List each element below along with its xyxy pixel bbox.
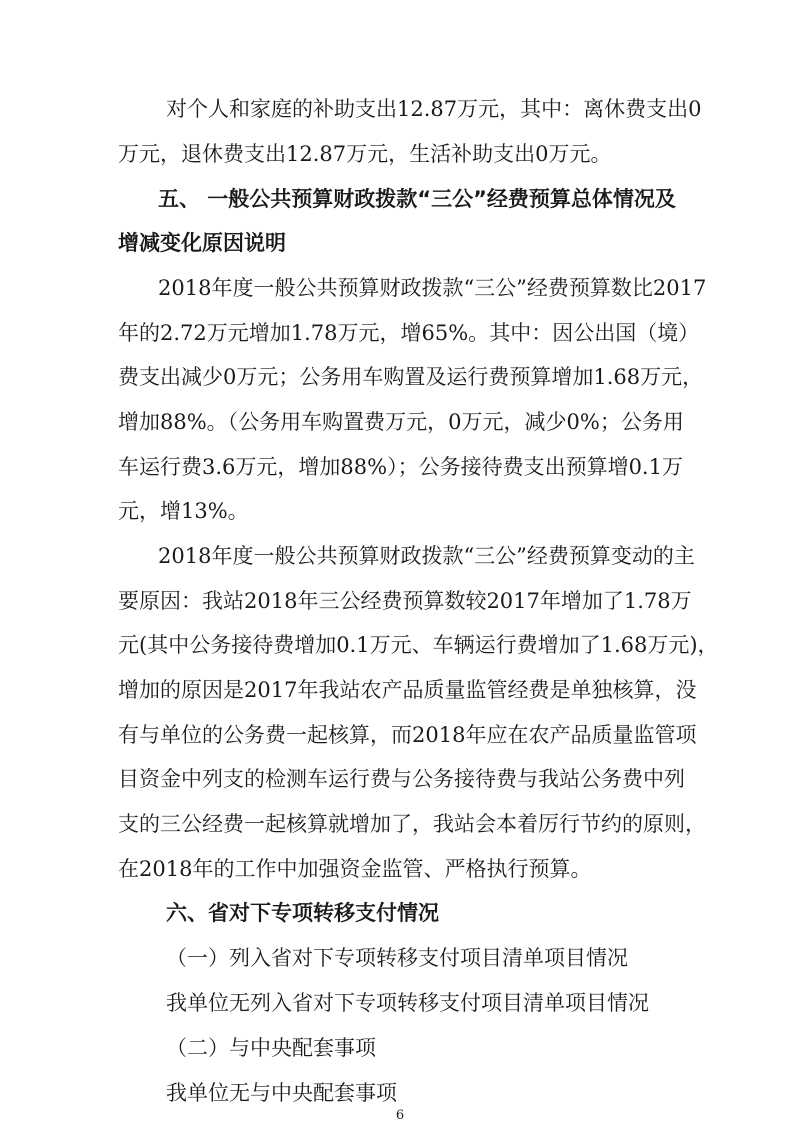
section-heading-6: 六、省对下专项转移支付情况: [166, 901, 439, 925]
text-line: 增加的原因是2017年我站农产品质量监管经费是单独核算，没: [118, 678, 697, 702]
text-line: 要原因：我站2018年三公经费预算数较2017年增加了1.78万: [118, 589, 692, 613]
text-line: 我单位无与中央配套事项: [166, 1081, 397, 1105]
text-line: 费支出减少0万元；公务用车购置及运行费预算增加1.68万元，: [118, 365, 704, 389]
page-number: 6: [395, 1108, 405, 1123]
text-line: 2018年度一般公共预算财政拨款“三公”经费预算变动的主: [158, 544, 695, 568]
section-heading-5: 五、 一般公共预算财政拨款“三公”经费预算总体情况及: [158, 187, 676, 211]
text-line: 元，增13%。: [118, 499, 249, 523]
text-line: 对个人和家庭的补助支出12.87万元，其中：离休费支出0: [166, 97, 702, 121]
subsection-heading-2: （二）与中央配套事项: [166, 1036, 376, 1060]
text-line: 年的2.72万元增加1.78万元，增65%。其中：因公出国（境）: [118, 321, 700, 345]
text-line: 万元，退休费支出12.87万元，生活补助支出0万元。: [118, 142, 612, 166]
text-line: 车运行费3.6万元，增加88%）；公务接待费支出预算增0.1万: [118, 455, 683, 479]
text-line: 支的三公经费一起核算就增加了，我站会本着厉行节约的原则，: [118, 812, 706, 836]
subsection-heading-1: （一）列入省对下专项转移支付项目清单项目情况: [166, 946, 628, 970]
text-line: 目资金中列支的检测车运行费与公务接待费与我站公务费中列: [118, 767, 685, 791]
text-line: 在2018年的工作中加强资金监管、严格执行预算。: [118, 857, 592, 881]
text-line: 有与单位的公务费一起核算，而2018年应在农产品质量监管项: [118, 723, 697, 747]
text-line: 元(其中公务接待费增加0.1万元、车辆运行费增加了1.68万元)，: [118, 633, 719, 657]
text-line: 2018年度一般公共预算财政拨款“三公”经费预算数比2017: [158, 276, 707, 300]
section-heading-5-cont: 增减变化原因说明: [118, 231, 286, 255]
text-line: 我单位无列入省对下专项转移支付项目清单项目情况: [166, 991, 649, 1015]
text-line: 增加88%。（公务用车购置费万元，0万元，减少0%；公务用: [118, 410, 684, 434]
